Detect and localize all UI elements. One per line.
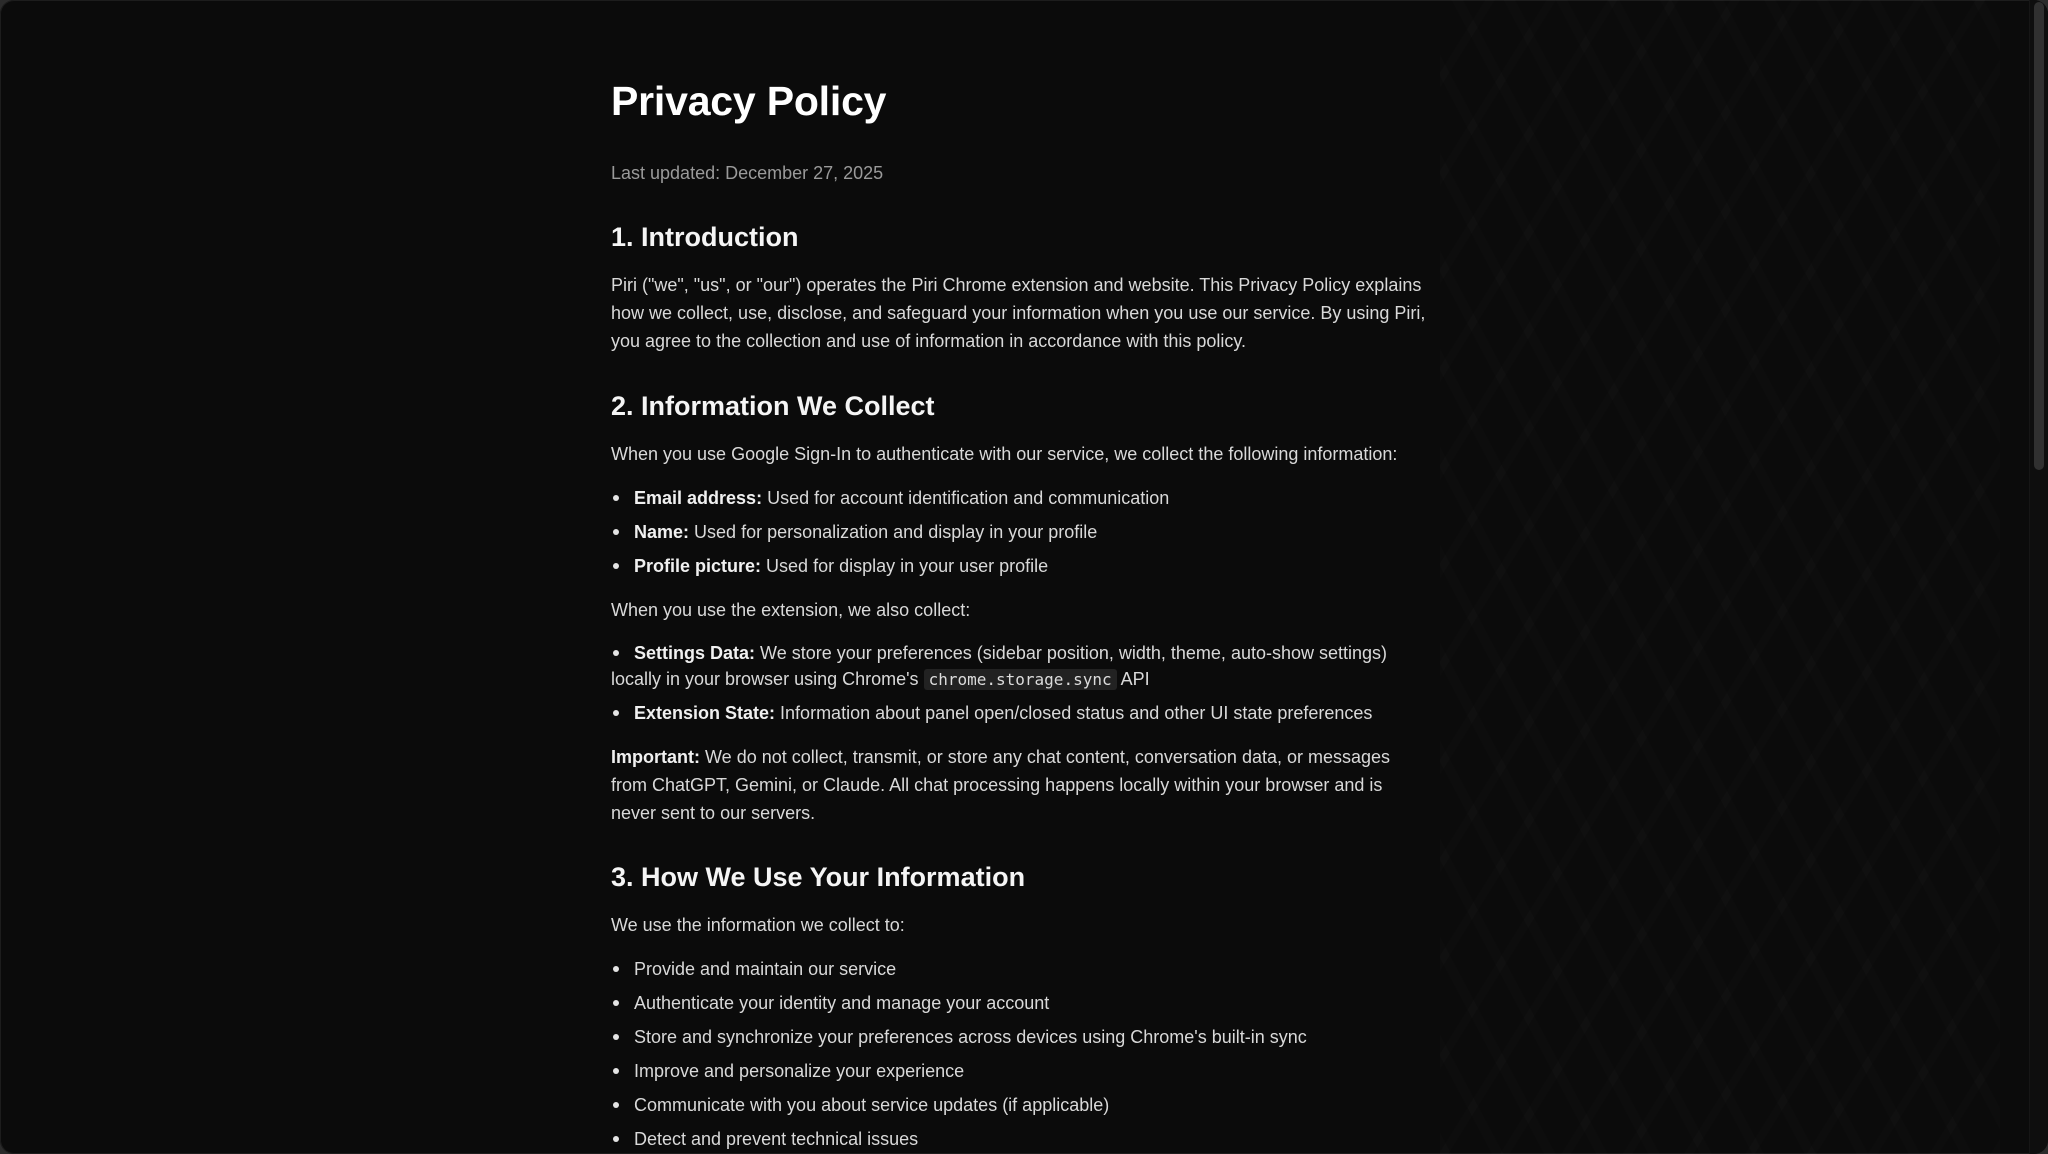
google-signin-lead: When you use Google Sign-In to authenticate with our service, we collect the following information: xyxy=(611,444,1398,464)
important-text: We do not collect, transmit, or store any chat content, conversation data, or messages from ChatGPT, Gemini, or Claude. All chat processing happens locally within your browser and is never sent to our servers. xyxy=(611,747,1391,823)
usage-list xyxy=(611,956,1431,1154)
google-data-list xyxy=(611,485,1431,587)
list-item-label: Profile picture: xyxy=(634,556,762,576)
list-item xyxy=(611,519,1431,553)
scrollbar[interactable] xyxy=(2029,0,2048,1154)
extension-data-list xyxy=(611,640,1431,734)
list-item: Improve and personalize your experience xyxy=(611,1058,1431,1092)
important-label: Important: xyxy=(611,747,700,767)
how-we-use-lead: We use the information we collect to: xyxy=(611,915,905,935)
extension-lead: When you use the extension, we also collect: xyxy=(611,600,971,620)
list-item-text: Used for display in your user profile xyxy=(766,556,1049,576)
list-item-label: Extension State: xyxy=(634,703,776,723)
list-item-text: We store your preferences (sidebar position, width, theme, auto-show settings) locally in your browser using Chrome's xyxy=(611,643,1388,689)
list-item-text: Used for personalization and display in your profile xyxy=(694,522,1098,542)
section-heading-introduction: 1. Introduction xyxy=(611,222,799,252)
list-item: Communicate with you about service updates (if applicable) xyxy=(611,1092,1431,1126)
section-heading-information-we-collect: 2. Information We Collect xyxy=(611,391,935,421)
list-item-label: Settings Data: xyxy=(634,643,756,663)
list-item-text-after: API xyxy=(1120,669,1150,689)
scrollbar-thumb[interactable] xyxy=(2034,2,2044,470)
list-item-text: Information about panel open/closed status and other UI state preferences xyxy=(780,703,1373,723)
important-note xyxy=(611,743,1421,827)
list-item xyxy=(611,485,1431,519)
section-heading-how-we-use: 3. How We Use Your Information xyxy=(611,862,1026,892)
list-item: Detect and prevent technical issues xyxy=(611,1126,1431,1154)
list-item xyxy=(611,700,1431,734)
list-item: Authenticate your identity and manage your account xyxy=(611,990,1431,1024)
list-item: Provide and maintain our service xyxy=(611,956,1431,990)
list-item: Store and synchronize your preferences across devices using Chrome's built-in sync xyxy=(611,1024,1431,1058)
last-updated: Last updated: December 27, 2025 xyxy=(611,163,884,183)
inline-code: chrome.storage.sync xyxy=(924,669,1117,690)
list-item-text: Used for account identification and communication xyxy=(767,488,1170,508)
background-pattern xyxy=(1440,0,2000,1154)
list-item-label: Email address: xyxy=(634,488,763,508)
list-item xyxy=(611,640,1431,700)
page-title: Privacy Policy xyxy=(611,78,887,124)
introduction-paragraph: Piri ("we", "us", or "our") operates the Piri Chrome extension and website. This Privacy Policy explains how we collect, use, disclose, and safeguard your information when you use our service. By using Piri, you agree to the collection and use of information in accordance with this policy. xyxy=(611,275,1426,351)
list-item xyxy=(611,553,1431,587)
list-item-label: Name: xyxy=(634,522,690,542)
